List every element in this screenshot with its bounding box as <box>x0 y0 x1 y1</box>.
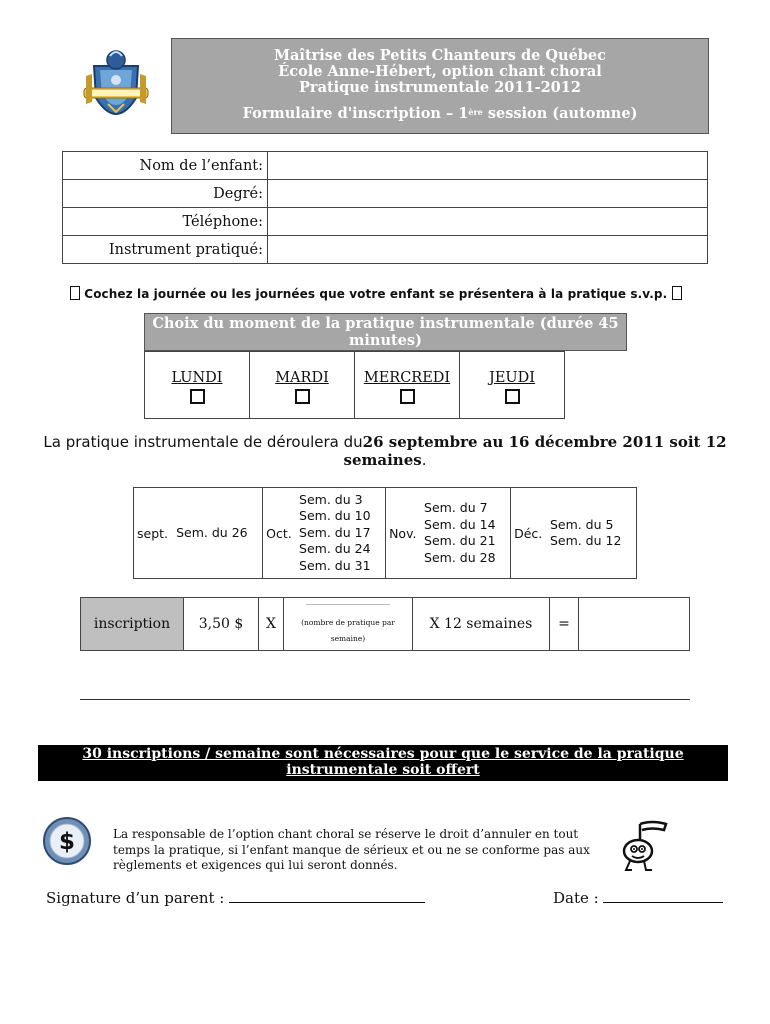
week-list <box>547 488 637 579</box>
date-field[interactable] <box>553 888 723 907</box>
wednesday-checkbox[interactable] <box>400 389 415 404</box>
fee-table <box>80 597 690 651</box>
multiply-sign: X <box>259 598 284 651</box>
fee-label: inscription <box>81 598 184 651</box>
practices-per-week-field[interactable] <box>284 598 413 651</box>
week-item: Sem. du 26 <box>176 524 248 540</box>
week-item: Sem. du 3 <box>299 491 363 507</box>
date-label: Date : <box>553 889 599 907</box>
instrument-label: Instrument pratiqué: <box>63 236 268 264</box>
week-item: Sem. du 21 <box>424 533 496 548</box>
svg-text:$: $ <box>58 829 76 855</box>
phone-label: Téléphone: <box>63 208 268 236</box>
week-item: Sem. du 31 <box>299 557 371 573</box>
box-glyph-icon <box>70 286 80 300</box>
date-blank[interactable] <box>603 888 723 903</box>
minimum-registrations-banner: 30 inscriptions / semaine sont nécessaires pour que le service de la pratique instrumentale soit offert <box>38 745 728 781</box>
day-choice-title: Choix du moment de la pratique instrumentale (durée 45 minutes) <box>144 313 627 351</box>
header-school-option: École Anne-Hébert, option chant choral <box>278 63 602 80</box>
day-label: MARDI <box>275 370 329 386</box>
divider <box>80 699 690 700</box>
week-item: Sem. du 17 <box>299 524 371 540</box>
check-instruction <box>70 286 710 301</box>
fee-price: 3,50 $ <box>184 598 259 651</box>
check-instruction-text: Cochez la journée ou les journées que votre enfant se présentera à la pratique s.v.p. <box>84 287 668 301</box>
box-glyph-icon <box>672 286 682 300</box>
signature-label: Signature d’un parent : <box>46 889 225 907</box>
total-field[interactable] <box>579 598 690 651</box>
child-name-field[interactable] <box>268 152 708 180</box>
month-label: sept. <box>134 488 174 579</box>
grade-label: Degré: <box>63 180 268 208</box>
instrument-field[interactable] <box>268 236 708 264</box>
day-choice-table <box>144 351 565 419</box>
week-item: Sem. du 24 <box>299 541 371 557</box>
tuesday-checkbox[interactable] <box>295 389 310 404</box>
week-item: Sem. du 14 <box>424 516 496 532</box>
header-school-name: Maîtrise des Petits Chanteurs de Québec <box>273 47 606 64</box>
month-label: Oct. <box>263 488 296 579</box>
week-item: Sem. du 10 <box>299 508 371 524</box>
music-note-character-icon <box>618 818 672 876</box>
day-cell-monday <box>145 352 250 419</box>
day-cell-wednesday <box>355 352 460 419</box>
month-label: Nov. <box>386 488 421 579</box>
monday-checkbox[interactable] <box>190 389 205 404</box>
dates-sentence: La pratique instrumentale de déroulera du26 septembre au 16 décembre 2011 soit 12 semaines. <box>43 433 727 469</box>
day-cell-thursday <box>460 352 565 419</box>
header-banner <box>171 38 709 134</box>
practices-per-week-note: (nombre de pratique par semaine) <box>301 617 395 643</box>
table-row <box>63 236 708 264</box>
header-program: Pratique instrumentale 2011-2012 <box>299 79 581 96</box>
week-item: Sem. du 7 <box>424 500 488 515</box>
thursday-checkbox[interactable] <box>505 389 520 404</box>
school-crest-icon <box>80 46 152 132</box>
day-cell-tuesday <box>250 352 355 419</box>
equals-sign: = <box>550 598 579 651</box>
week-item: Sem. du 5 <box>549 516 614 532</box>
month-label: Déc. <box>511 488 547 579</box>
dollar-coin-icon <box>42 816 92 866</box>
week-item: Sem. du 28 <box>424 549 496 565</box>
day-label: JEUDI <box>489 370 535 386</box>
week-item: Sem. du 12 <box>549 533 622 548</box>
table-row <box>63 152 708 180</box>
week-list <box>296 488 386 579</box>
table-row <box>63 208 708 236</box>
day-label: MERCREDI <box>363 370 451 386</box>
week-list <box>421 488 511 579</box>
weeks-table <box>133 487 637 579</box>
student-info-table <box>62 151 708 264</box>
signature-field[interactable] <box>46 888 425 907</box>
disclaimer-text: La responsable de l’option chant choral se réserve le droit d’annuler en tout temps la pratique, si l’enfant manque de sérieux et ou ne se conforme pas aux règlements et exigences qui lui seront donnés. <box>113 827 590 872</box>
weeks-multiplier: X 12 semaines <box>413 598 550 651</box>
child-name-label: Nom de l’enfant: <box>63 152 268 180</box>
signature-blank[interactable] <box>229 888 425 903</box>
form-title: Formulaire d'inscription – 1ère session (automne) <box>242 105 638 122</box>
table-row <box>63 180 708 208</box>
phone-field[interactable] <box>268 208 708 236</box>
grade-field[interactable] <box>268 180 708 208</box>
day-label: LUNDI <box>171 370 223 386</box>
week-list <box>173 488 263 579</box>
